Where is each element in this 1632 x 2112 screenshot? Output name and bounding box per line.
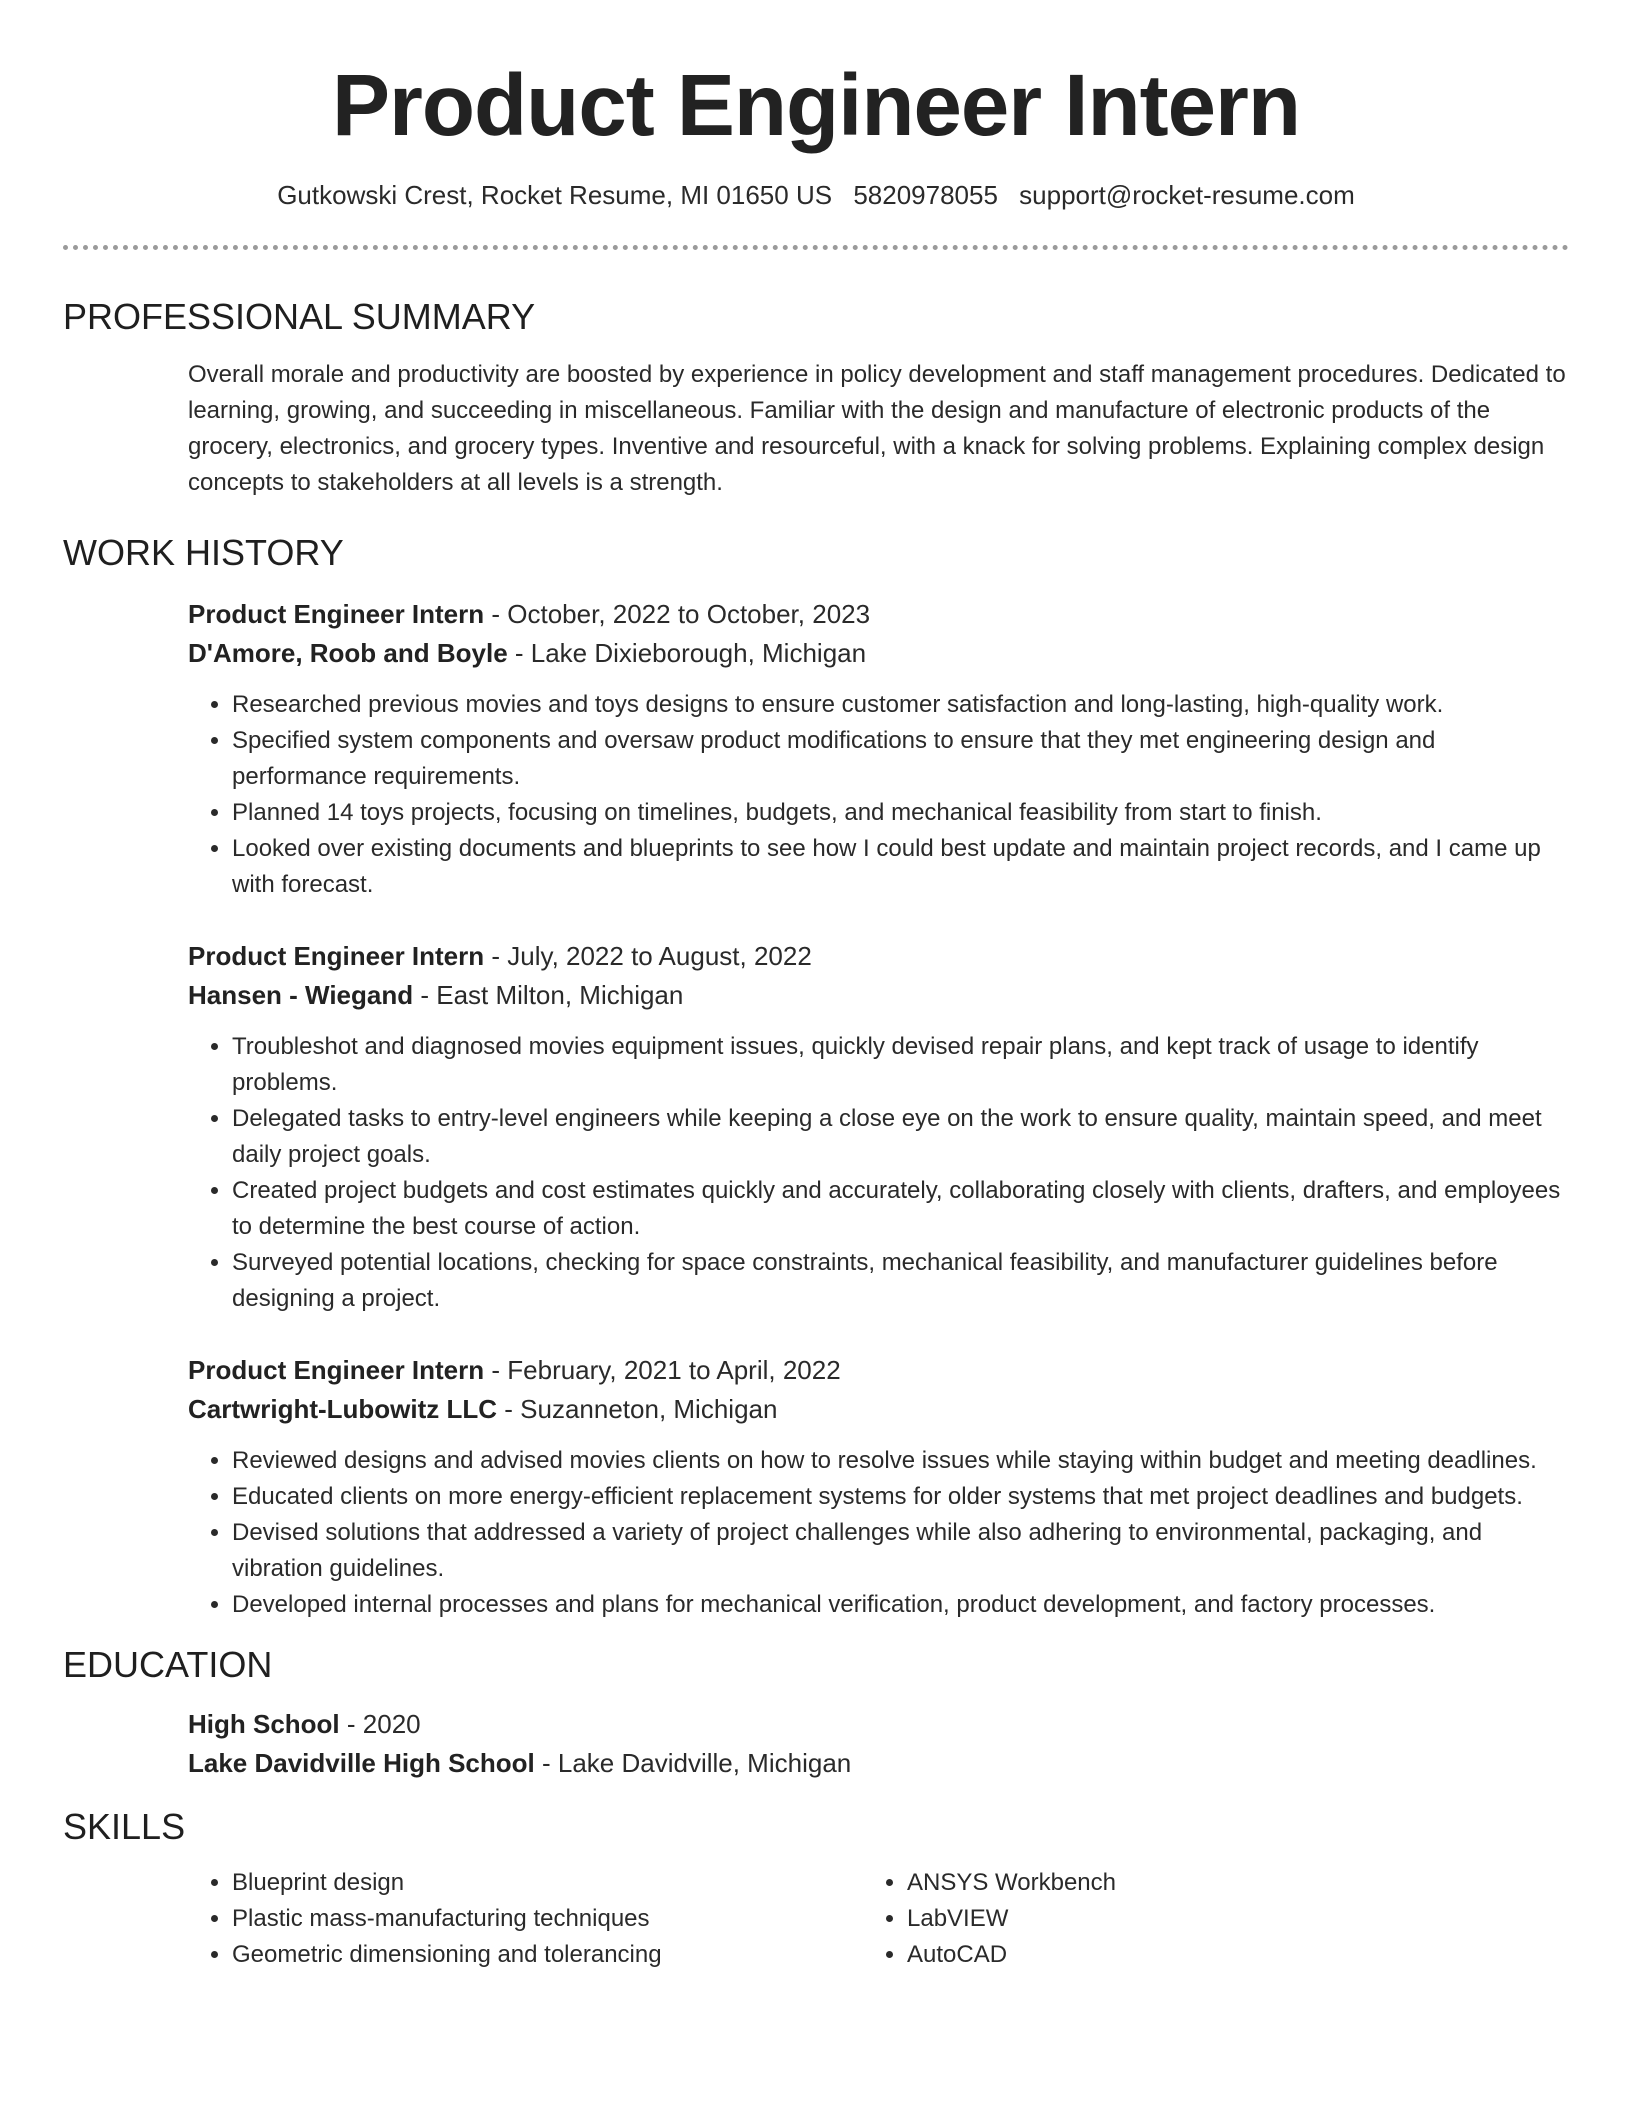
bullet-item: • Troubleshot and diagnosed movies equipment issues, quickly devised repair plans, and kept track of usage to identify problems. [232,1029,1569,1101]
company-location: - Suzanneton, Michigan [497,1394,778,1424]
work-history-section [63,531,1569,1623]
contact-info [63,178,1569,212]
job-dates: - July, 2022 to August, 2022 [484,941,812,971]
company-name: D'Amore, Roob and Boyle [188,638,508,668]
section-title-education: EDUCATION [63,1644,273,1685]
company-location: - Lake Dixieborough, Michigan [507,638,867,668]
bullet-item: • Surveyed potential locations, checking for space constraints, mechanical feasibility, and manufacturer guidelines before designing a project. [232,1245,1569,1317]
candidate-name: Product Engineer Intern [332,57,1300,154]
address: Gutkowski Crest, Rocket Resume, MI 01650 US [277,180,833,210]
skill-item: • AutoCAD [907,1937,1538,1973]
education-section [63,1643,1569,1783]
bullet-item: • Developed internal processes and plans for mechanical verification, product development, and factory processes. [232,1587,1569,1623]
degree: High School [188,1709,340,1739]
job-company-line [188,1390,1569,1429]
company-name: Hansen - Wiegand [188,980,414,1010]
company-name: Cartwright-Lubowitz LLC [188,1394,498,1424]
bullet-item: • Looked over existing documents and blueprints to see how I could best update and maintain project records, and I came up with forecast. [232,831,1569,903]
school-location: - Lake Davidville, Michigan [534,1748,852,1778]
job-role: Product Engineer Intern [188,1355,485,1385]
skill-item: • Geometric dimensioning and tolerancing [232,1937,863,1973]
job-dates: - February, 2021 to April, 2022 [484,1355,841,1385]
bullet-item: • Devised solutions that addressed a variety of project challenges while also adhering to environmental, packaging, and vibration guidelines. [232,1515,1569,1587]
skills-list-right [863,1865,1538,1973]
skills-list-left [188,1865,863,1973]
job-entry [188,937,1569,1317]
summary-section [63,295,1569,501]
job-dates: - October, 2022 to October, 2023 [484,599,871,629]
bullet-item: • Delegated tasks to entry-level engineers while keeping a close eye on the work to ensure quality, maintain speed, and meet daily project goals. [232,1101,1569,1173]
section-title-skills: SKILLS [63,1806,186,1847]
bullet-item: • Researched previous movies and toys designs to ensure customer satisfaction and long-lasting, high-quality work. [232,687,1569,723]
school-name: Lake Davidville High School [188,1748,535,1778]
job-company-line [188,634,1569,673]
skill-item: • Plastic mass-manufacturing techniques [232,1901,863,1937]
skill-item: • Blueprint design [232,1865,863,1901]
job-title-line [188,1351,1569,1390]
header-divider [63,245,1569,250]
job-bullets [188,1443,1569,1623]
job-bullets [188,1029,1569,1317]
skills-columns [188,1865,1569,1973]
skill-item: • LabVIEW [907,1901,1538,1937]
bullet-item: • Planned 14 toys projects, focusing on timelines, budgets, and mechanical feasibility from start to finish. [232,795,1569,831]
phone: 5820978055 [853,180,998,210]
jobs-list [63,595,1569,1623]
degree-line [188,1705,1569,1744]
school-line [188,1744,1569,1783]
skills-section [63,1805,1569,1973]
bullet-item: • Specified system components and oversaw product modifications to ensure that they met engineering design and performance requirements. [232,723,1569,795]
job-role: Product Engineer Intern [188,599,485,629]
job-entry [188,1351,1569,1623]
job-title-line [188,595,1569,634]
job-title-line [188,937,1569,976]
bullet-item: • Reviewed designs and advised movies clients on how to resolve issues while staying within budget and meeting deadlines. [232,1443,1569,1479]
company-location: - East Milton, Michigan [413,980,684,1010]
job-bullets [188,687,1569,903]
bullet-item: • Created project budgets and cost estimates quickly and accurately, collaborating closely with clients, drafters, and employees to determine the best course of action. [232,1173,1569,1245]
section-title-summary: PROFESSIONAL SUMMARY [63,296,536,337]
grad-year: - 2020 [339,1709,421,1739]
summary-text: Overall morale and productivity are boosted by experience in policy development and staff management procedures. Dedicated to learning, growing, and succeeding in miscellaneous. Familiar with the design and manufacture of electronic products of the grocery, electronics, and grocery types. Inventive and resourceful, with a knack for solving problems. Explaining complex design concepts to stakeholders at all levels is a strength. [188,361,1566,496]
email: support@rocket-resume.com [1019,180,1355,210]
bullet-item: • Educated clients on more energy-efficient replacement systems for older systems that met project deadlines and budgets. [232,1479,1569,1515]
skill-item: • ANSYS Workbench [907,1865,1538,1901]
education-entry [188,1705,1569,1783]
job-entry [188,595,1569,903]
job-role: Product Engineer Intern [188,941,485,971]
section-title-work-history: WORK HISTORY [63,532,344,573]
job-company-line [188,976,1569,1015]
